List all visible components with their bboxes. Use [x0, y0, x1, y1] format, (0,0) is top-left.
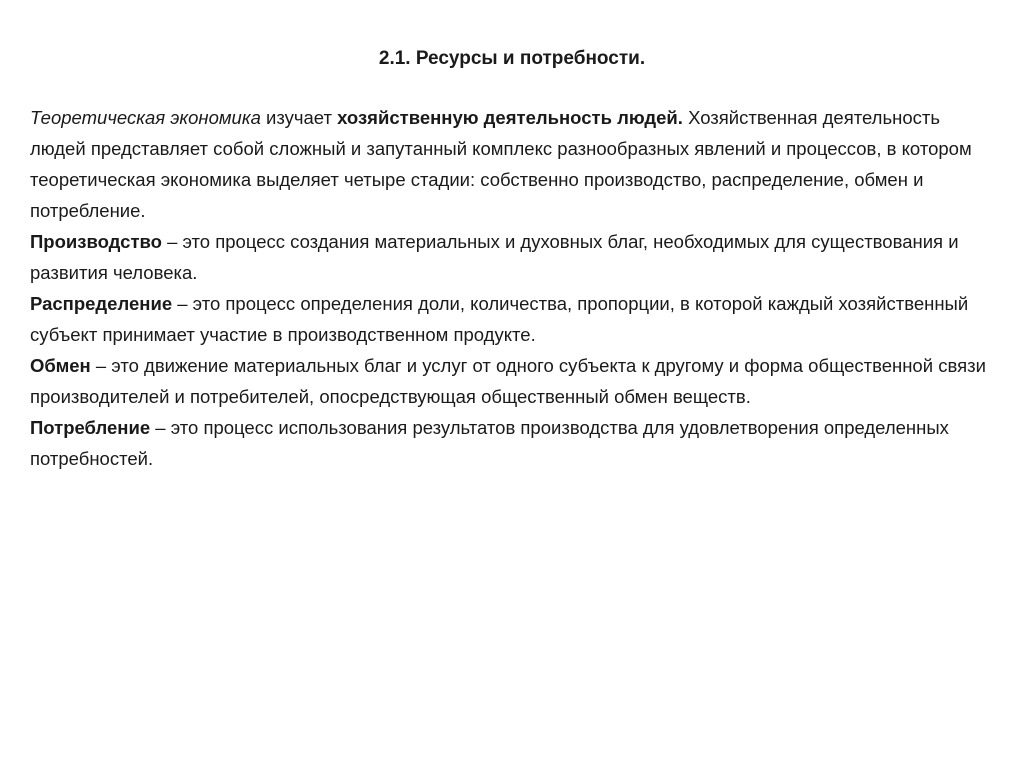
definition-term: Производство [30, 231, 162, 252]
intro-italic-term: Теоретическая экономика [30, 107, 261, 128]
intro-bold-object: хозяйственную деятельность людей. [337, 107, 683, 128]
intro-text: Хозяйственная деятельность людей представляет собой сложный и запутанный комплекс разнообразных явлений и процессов, в котором теоретическая экономика выделяет четыре стадии: собственно производство, распределение, обмен и потребление. [30, 107, 972, 221]
definition-text: – это процесс определения доли, количества, пропорции, в которой каждый хозяйственный субъект принимает участие в производственном продукте. [30, 293, 969, 345]
definition-term: Обмен [30, 355, 91, 376]
definition-text: – это процесс создания материальных и духовных благ, необходимых для существования и развития человека. [30, 231, 959, 283]
intro-paragraph [30, 102, 990, 226]
intro-verb: изучает [260, 107, 338, 128]
definition-distribution [30, 288, 990, 350]
slide-body [30, 102, 990, 474]
definition-term: Распределение [30, 293, 173, 314]
definition-term: Потребление [30, 417, 151, 438]
definition-exchange [30, 350, 990, 412]
definition-consumption [30, 412, 990, 474]
definition-text: – это процесс использования результатов производства для удовлетворения определенных потребностей. [30, 417, 949, 469]
slide-title: 2.1. Ресурсы и потребности. [378, 48, 646, 69]
definition-production [30, 226, 990, 288]
definition-text: – это движение материальных благ и услуг от одного субъекта к другому и форма общественной связи производителей и потребителей, опосредствующая общественный обмен веществ. [30, 355, 986, 407]
